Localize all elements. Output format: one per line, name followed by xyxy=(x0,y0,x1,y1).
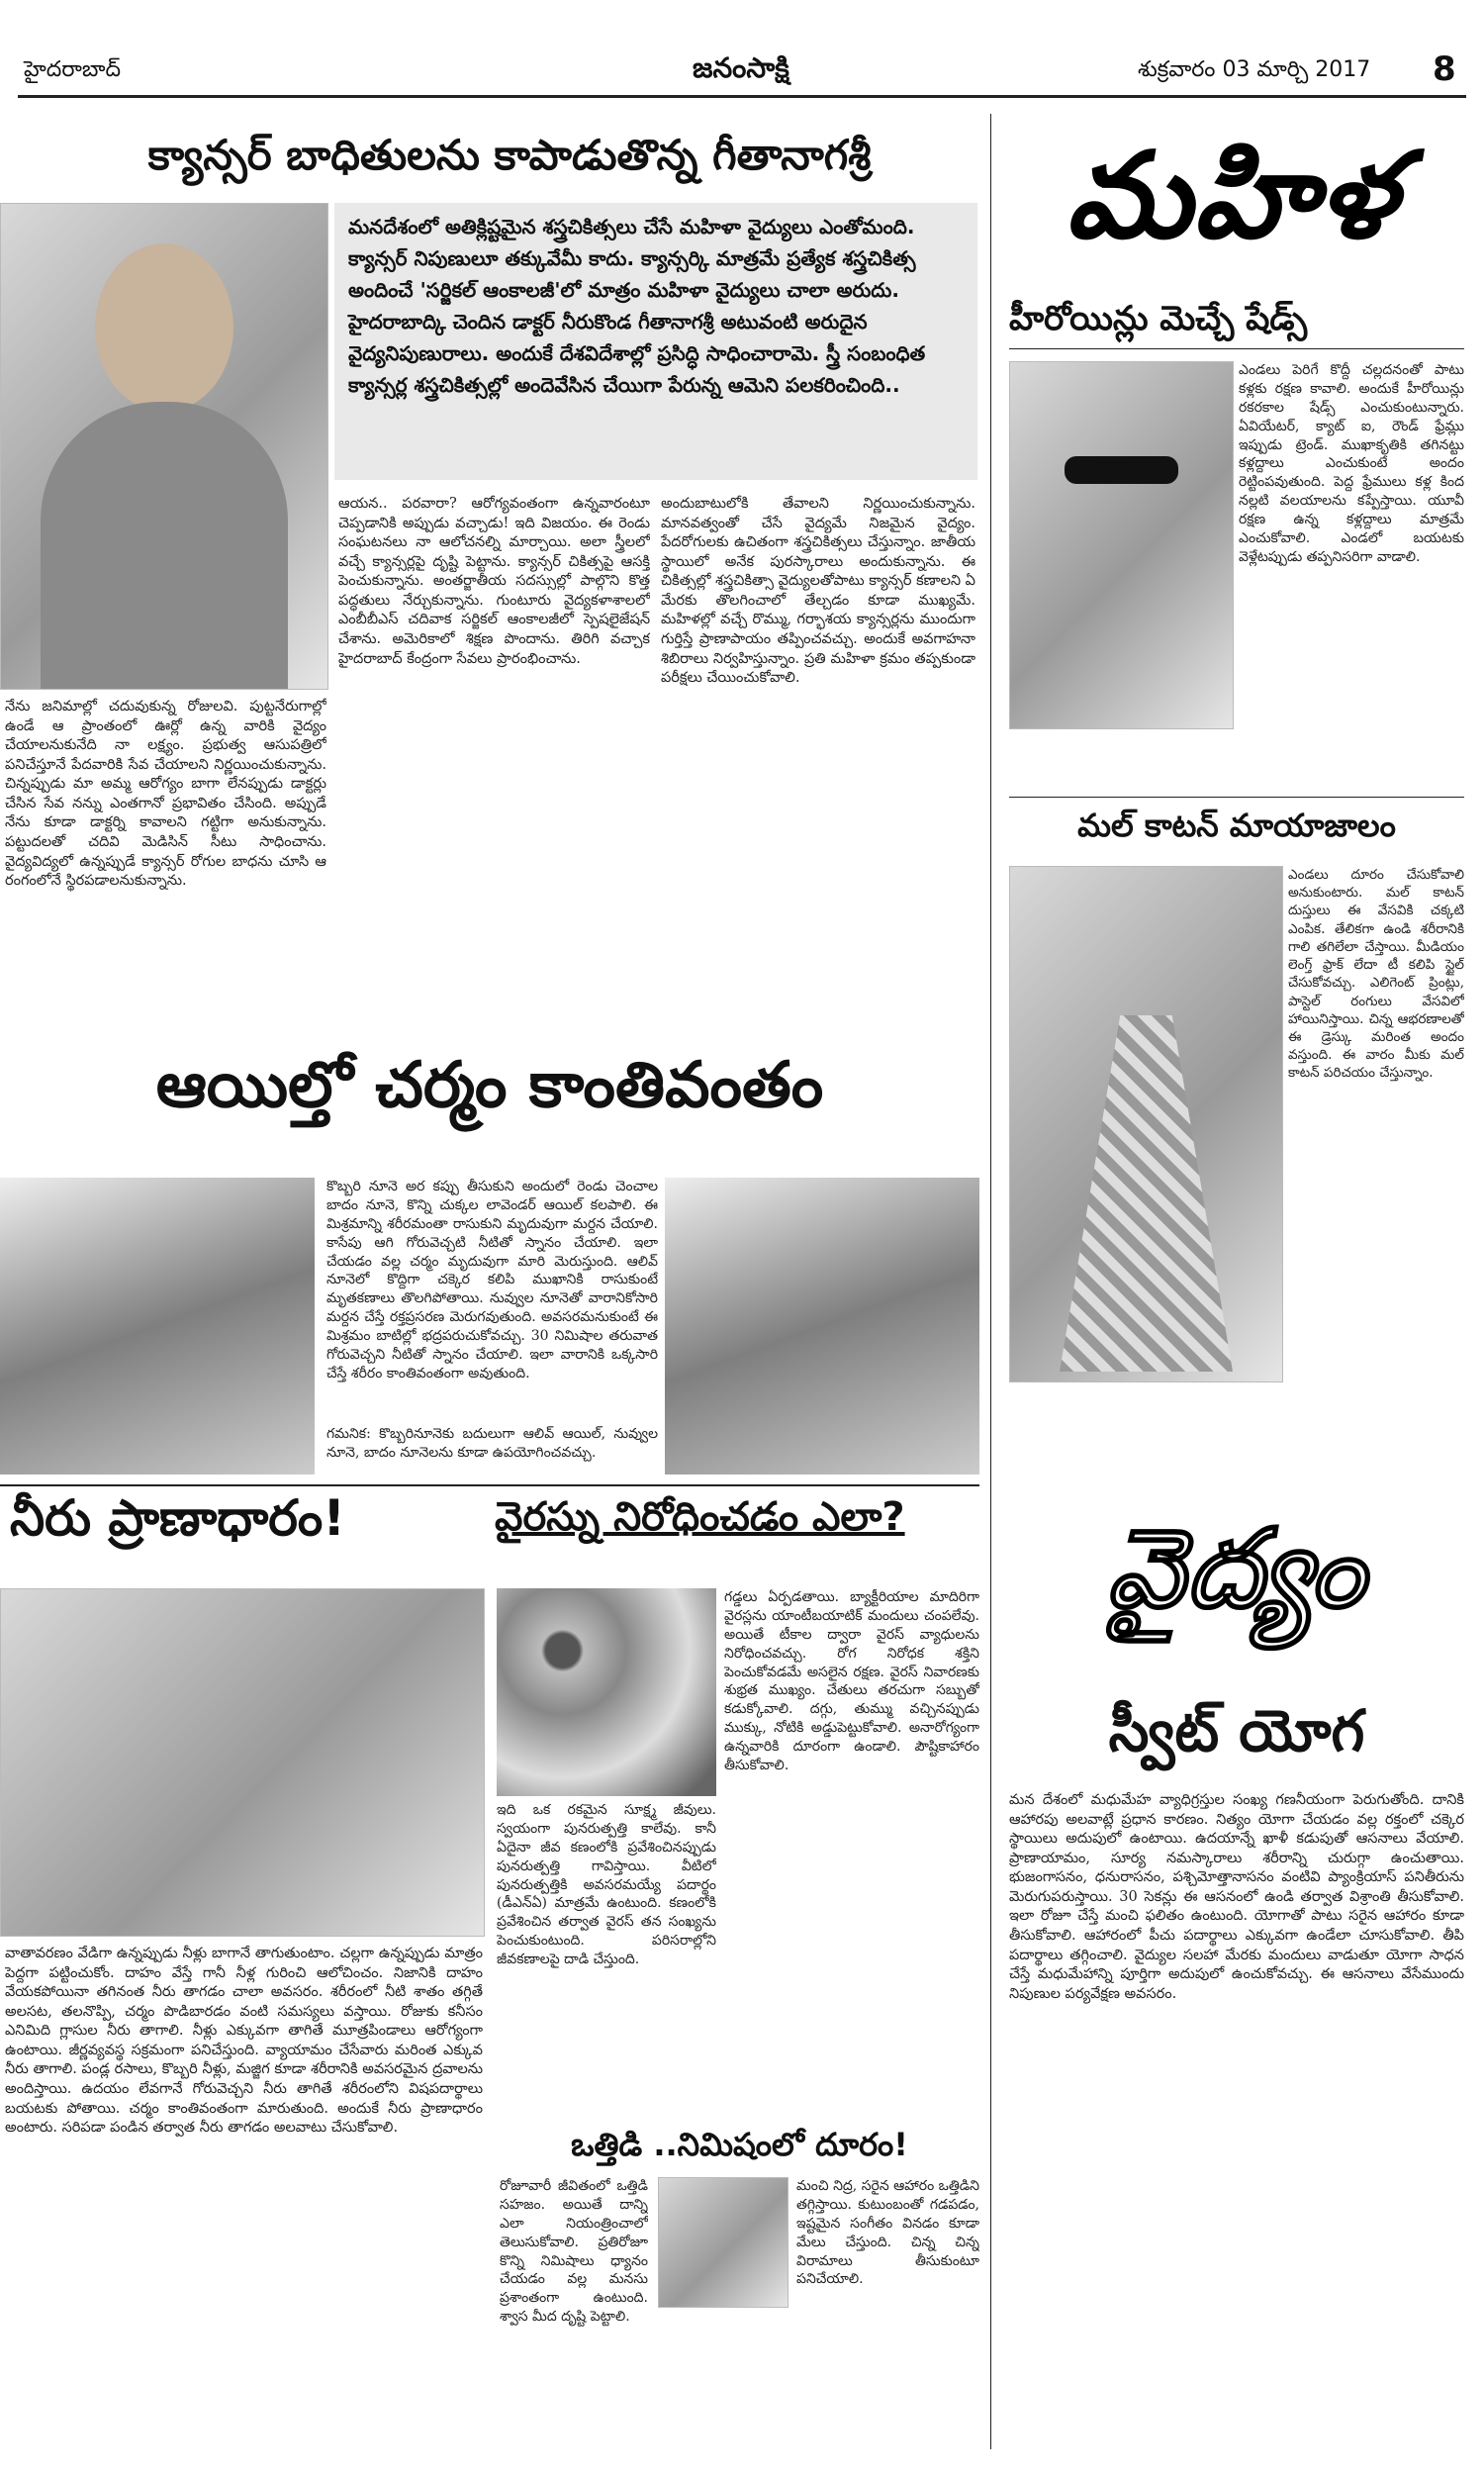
cotton-dress-photo xyxy=(1009,866,1283,1382)
portrait-face xyxy=(95,243,233,412)
vaidyam-section-title: వైద్యం xyxy=(1106,1504,1367,1632)
dress-pattern xyxy=(1060,1015,1233,1372)
virus-headline: వైరస్ను నిరోధించడం ఎలా? xyxy=(495,1494,905,1540)
massage-photo-right xyxy=(665,1178,979,1475)
oil-headline: ఆయిల్తో చర్మం కాంతివంతం xyxy=(155,1049,824,1122)
virus-body-col2: గడ్డలు ఏర్పడతాయి. బ్యాక్టీరియాల మాదిరిగా వైరస్లను యాంటీబయాటిక్ మందులు చంపలేవు. అయితే టీకాల ద్వారా వైరస్ వ్యాధులను నిరోధించవచ్చు. రోగ నిరోధక శక్తిని పెంచుకోవడమే అసలైన రక్షణ. వైరస్ నివారణకు శుభ్రత ముఖ్యం. చేతులు తరచుగా సబ్బుతో కడుక్కోవాలి. దగ్గు, తుమ్ము వచ్చినప్పుడు ముక్కు, నోటికి అడ్డుపెట్టుకోవాలి. అనారోగ్యంగా ఉన్నవారికి దూరంగా ఉండాలి. పౌష్టికాహారం తీసుకోవాలి. xyxy=(724,1589,979,1774)
heroine-headline: హీరోయిన్లు మెచ్చే షేడ్స్ xyxy=(1009,299,1308,338)
cancer-body-col2: ఆయన.. పరవారా? ఆరోగ్యవంతంగా ఉన్నవారంటూ చెప్పడానికి అప్పుడు వచ్చాడు! ఇది విజయం. ఈ రెండు సంఘటనలు నా ఆలోచనల్ని మార్చాయి. అలా స్త్రీలలో వచ్చే క్యాన్సర్లపై దృష్టి పెట్టాను. క్యాన్సర్ చికిత్సపై ఆసక్తి పెంచుకున్నాను. అంతర్జాతీయ సదస్సుల్లో పాల్గొని కొత్త పద్ధతులు నేర్చుకున్నాను. గుంటూరు వైద్యకళాశాలలో ఎంబీబీఎస్ చదివాక సర్జికల్ ఆంకాలజీలో స్పెషలైజేషన్ చేశాను. అమెరికాలో శిక్షణ పొందాను. తిరిగి వచ్చాక హైదరాబాద్ కేంద్రంగా సేవలు ప్రారంభించాను. xyxy=(338,496,650,667)
sunglasses-icon xyxy=(1065,456,1178,484)
city-label: హైదరాబాద్ xyxy=(24,57,121,82)
issue-date: శుక్రవారం 03 మార్చి 2017 xyxy=(1138,57,1371,82)
meditation-photo xyxy=(658,2177,788,2308)
heroine-body: ఎండలు పెరిగే కొద్దీ చల్లదనంతో పాటు కళ్లకు రక్షణ కావాలి. అందుకే హీరోయిన్లు రకరకాల షేడ్స్ ఎంచుకుంటున్నారు. ఏవియేటర్, క్యాట్ ఐ, రౌండ్ ఫ్రేమ్లు ఇప్పుడు ట్రెండ్. ముఖాకృతికి తగినట్టు కళ్లద్దాలు ఎంచుకుంటే అందం రెట్టింపవుతుంది. పెద్ద ఫ్రేములు కళ్ల కింద నల్లటి వలయాలను కప్పేస్తాయి. యూవీ రక్షణ ఉన్న కళ్లద్దాలు మాత్రమే ఎంచుకోవాలి. ఎండలో బయటకు వెళ్లేటప్పుడు తప్పనిసరిగా వాడాలి. xyxy=(1239,362,1464,565)
paper-name: జనంసాక్షి xyxy=(693,51,789,84)
water-body: వాతావరణం వేడిగా ఉన్నప్పుడు నీళ్లు బాగానే తాగుతుంటాం. చల్లగా ఉన్నప్పుడు మాత్రం పెద్దగా పట్టించుకోం. దాహం వేస్తే గానీ నీళ్ల గురించి ఆలోచించం. నిజానికి దాహం వేయకపోయినా తగినంత నీరు తాగడం చాలా అవసరం. శరీరంలో నీటి శాతం తగ్గితే అలసట, తలనొప్పి, చర్మం పొడిబారడం వంటి సమస్యలు వస్తాయి. రోజుకు కనీసం ఎనిమిది గ్లాసుల నీరు తాగాలి. నీళ్లు ఎక్కువగా తాగితే మూత్రపిండాలు ఆరోగ్యంగా ఉంటాయి. జీర్ణవ్యవస్థ సక్రమంగా పనిచేస్తుంది. వ్యాయామం చేసేవారు మరింత ఎక్కువ నీరు తాగాలి. పండ్ల రసాలు, కొబ్బరి నీళ్లు, మజ్జిగ కూడా శరీరానికి అవసరమైన ద్రవాలను అందిస్తాయి. ఉదయం లేవగానే గోరువెచ్చని నీరు తాగితే శరీరంలోని విషపదార్థాలు బయటకు పోతాయి. చర్మం కాంతివంతంగా మారుతుంది. అందుకే నీరు ప్రాణాధారం అంటారు. సరిపడా పండిన తర్వాత నీరు తాగడం అలవాటు చేసుకోవాలి. xyxy=(5,1946,483,2137)
heroine-sunglasses-photo xyxy=(1009,361,1234,729)
stress-body-col1: రోజూవారీ జీవితంలో ఒత్తిడి సహజం. అయితే దాన్ని ఎలా నియంత్రించాలో తెలుసుకోవాలి. ప్రతిరోజూ కొన్ని నిమిషాలు ధ్యానం చేయడం వల్ల మనసు ప్రశాంతంగా ఉంటుంది. శ్వాస మీద దృష్టి పెట్టాలి. xyxy=(500,2178,648,2326)
mahila-section-title: మహిళ xyxy=(1066,126,1398,265)
masthead-divider xyxy=(18,95,1466,98)
cotton-headline: మల్ కాటన్ మాయాజాలం xyxy=(1077,807,1396,844)
stress-body-col2: మంచి నిద్ర, సరైన ఆహారం ఒత్తిడిని తగ్గిస్తాయి. కుటుంబంతో గడపడం, ఇష్టమైన సంగీతం వినడం కూడా మేలు చేస్తుంది. చిన్న చిన్న విరామాలు తీసుకుంటూ పనిచేయాలి. xyxy=(796,2178,979,2288)
portrait-body xyxy=(41,402,288,689)
column-divider xyxy=(990,114,991,2449)
yoga-headline: స్వీట్ యోగ xyxy=(1108,1697,1365,1764)
stress-headline: ఒత్తిడి ..నిమిషంలో దూరం! xyxy=(571,2126,908,2163)
masthead xyxy=(0,0,1484,94)
massage-photo-left xyxy=(0,1178,315,1475)
heroine-rule xyxy=(1009,348,1464,349)
drinking-water-photo xyxy=(0,1588,485,1937)
mahila-divider xyxy=(1009,797,1464,798)
yoga-body: మన దేశంలో మధుమేహ వ్యాధిగ్రస్తుల సంఖ్య గణనీయంగా పెరుగుతోంది. దానికి ఆహారపు అలవాట్లే ప్రధాన కారణం. నిత్యం యోగా చేయడం వల్ల రక్తంలో చక్కెర స్థాయిలు అదుపులో ఉంటాయి. ఉదయాన్నే ఖాళీ కడుపుతో ఆసనాలు వేయాలి. ప్రాణాయామం, సూర్య నమస్కారాలు శరీరాన్ని చురుగ్గా ఉంచుతాయి. భుజంగాసనం, ధనురాసనం, పశ్చిమోత్తానాసనం వంటివి ప్యాంక్రియాస్ పనితీరును మెరుగుపరుస్తాయి. 30 సెకన్లు ఈ ఆసనంలో ఉండి తర్వాత విశ్రాంతి తీసుకోవాలి. ఇలా రోజూ చేస్తే మంచి ఫలితం ఉంటుంది. యోగాతో పాటు సరైన ఆహారం కూడా తీసుకోవాలి. ఆహారంలో పీచు పదార్థాలు ఎక్కువగా ఉండేలా చూసుకోవాలి. తీపి పదార్థాలు తగ్గించాలి. వైద్యుల సలహా మేరకు మందులు వాడుతూ యోగా సాధన చేస్తే మధుమేహాన్ని పూర్తిగా అదుపులో ఉంచుకోవచ్చు. ఈ ఆసనాలు వేసేముందు నిపుణుల పర్యవేక్షణ అవసరం. xyxy=(1009,1792,1464,2002)
cancer-intro-box xyxy=(334,203,977,480)
doctor-photo xyxy=(0,203,328,690)
virus-body-col1: ఇది ఒక రకమైన సూక్ష్మ జీవులు. స్వయంగా పునరుత్పత్తి కాలేవు. కానీ ఏదైనా జీవ కణంలోకి ప్రవేశించినప్పుడు పునరుత్పత్తి గావిస్తాయి. వీటిలో పునరుత్పత్తికి అవసరమయ్యే పదార్థం (డీఎన్ఏ) మాత్రమే ఉంటుంది. కణంలోకి ప్రవేశించిన తర్వాత వైరస్ తన సంఖ్యను పెంచుకుంటుంది. పరిసరాల్లోని జీవకణాలపై దాడి చేస్తుంది. xyxy=(497,1802,716,1968)
water-headline: నీరు ప్రాణాధారం! xyxy=(10,1489,346,1547)
cancer-body-col3: అందుబాటులోకి తేవాలని నిర్ణయించుకున్నాను. మానవత్వంతో చేసే వైద్యమే నిజమైన వైద్యం. పేదరోగులకు ఉచితంగా శస్త్రచికిత్సలు చేస్తున్నాం. జాతీయ స్థాయిలో అనేక పురస్కారాలు అందుకున్నాను. ఈ చికిత్సల్లో శస్త్రచికిత్సా వైద్యులతోపాటు క్యాన్సర్ కణాలని ఏ మేరకు తొలగించాలో తేల్చడం కూడా ముఖ్యమే. మహిళల్లో వచ్చే రొమ్ము, గర్భాశయ క్యాన్సర్లను ముందుగా గుర్తిస్తే ప్రాణాపాయం తప్పించవచ్చు. అందుకే అవగాహనా శిబిరాలు నిర్వహిస్తున్నాం. ప్రతి మహిళా క్రమం తప్పకుండా పరీక్షలు చేయించుకోవాలి. xyxy=(661,496,975,687)
virus-microscope-photo xyxy=(497,1588,716,1796)
oil-note: గమనిక: కొబ్బరినూనెకు బదులుగా ఆలివ్ ఆయిల్, నువ్వుల నూనె, బాదం నూనెలను కూడా ఉపయోగించవచ్చు. xyxy=(326,1426,658,1461)
cotton-body: ఎండలు దూరం చేసుకోవాలి అనుకుంటారు. మల్ కాటన్ దుస్తులు ఈ వేసవికి చక్కటి ఎంపిక. తేలికగా ఉండి శరీరానికి గాలి తగిలేలా చేస్తాయి. మీడియం లెంగ్త్ ఫ్రాక్ లేదా టీ కలిపి స్టైల్ చేసుకోవచ్చు. ఎలిగెంట్ ప్రింట్లు, పాస్టెల్ రంగులు వేసవిలో హాయినిస్తాయి. చిన్న ఆభరణాలతో ఈ డ్రెస్కు మరింత అందం వస్తుంది. ఈ వారం మీకు మల్ కాటన్ పరిచయం చేస్తున్నాం. xyxy=(1288,867,1464,1082)
cancer-intro: మనదేశంలో అతిక్లిష్టమైన శస్త్రచికిత్సలు చేసే మహిళా వైద్యులు ఎంతోమంది. క్యాన్సర్ నిపుణులూ తక్కువేమీ కాదు. క్యాన్సర్కి మాత్రమే ప్రత్యేక శస్త్రచికిత్స అందించే 'సర్జికల్ ఆంకాలజీ'లో మాత్రం మహిళా వైద్యులు చాలా అరుదు. హైదరాబాద్కి చెందిన డాక్టర్ నీరుకొండ గీతానాగశ్రీ అటువంటి అరుదైన వైద్యనిపుణురాలు. అందుకే దేశవిదేశాల్లో ప్రసిద్ధి సాధించారామె. స్త్రీ సంబంధిత క్యాన్సర్ల శస్త్రచికిత్సల్లో అందెవేసిన చేయిగా పేరున్న ఆమెని పలకరించింది.. xyxy=(348,215,926,397)
oil-divider xyxy=(0,1484,979,1486)
page-number: 8 xyxy=(1433,49,1456,89)
oil-body: కొబ్బరి నూనె అర కప్పు తీసుకుని అందులో రెండు చెంచాల బాదం నూనె, కొన్ని చుక్కల లావెండర్ ఆయిల్ కలపాలి. ఈ మిశ్రమాన్ని శరీరమంతా రాసుకుని మృదువుగా మర్దన చేయాలి. కాసేపు ఆగి గోరువెచ్చటి నీటితో స్నానం చేయాలి. ఇలా చేయడం వల్ల చర్మం మృదువుగా మారి మెరుస్తుంది. ఆలివ్ నూనెలో కొద్దిగా చక్కెర కలిపి ముఖానికి రాసుకుంటే మృతకణాలు తొలగిపోతాయి. నువ్వుల నూనెతో వారానికోసారి మర్దన చేస్తే రక్తప్రసరణ మెరుగవుతుంది. అవసరమనుకుంటే ఈ మిశ్రమం బాటిల్లో భద్రపరుచుకోవచ్చు. 30 నిమిషాల తరువాత గోరువెచ్చని నీటితో స్నానం చేయాలి. ఇలా వారానికి ఒక్కసారి చేస్తే శరీరం కాంతివంతంగా అవుతుంది. xyxy=(326,1179,658,1381)
cancer-headline: క్యాన్సర్ బాధితులను కాపాడుతొన్న గీతానాగశ్రీ xyxy=(147,131,872,179)
cancer-body-col1: నేను జనిమాల్లో చదువుకున్న రోజులవి. పుట్టనేరుగాల్లో ఉండే ఆ ప్రాంతంలో ఊర్లో ఉన్న వారికి వైద్యం చేయాలనుకునేది నా లక్ష్యం. ప్రభుత్వ ఆసుపత్రిలో పనిచేస్తూనే పేదవారికి సేవ చేయాలని నిర్ణయించుకున్నాను. చిన్నప్పుడు మా అమ్మ ఆరోగ్యం బాగా లేనప్పుడు డాక్టర్లు చేసిన సేవ నన్ను ఎంతగానో ప్రభావితం చేసింది. అప్పుడే నేను కూడా డాక్టర్ని కావాలని గట్టిగా అనుకున్నాను. పట్టుదలతో చదివి మెడిసిన్ సీటు సాధించాను. వైద్యవిద్యలో ఉన్నప్పుడే క్యాన్సర్ రోగుల బాధను చూసి ఆ రంగంలోనే స్థిరపడాలనుకున్నాను. xyxy=(5,699,326,890)
